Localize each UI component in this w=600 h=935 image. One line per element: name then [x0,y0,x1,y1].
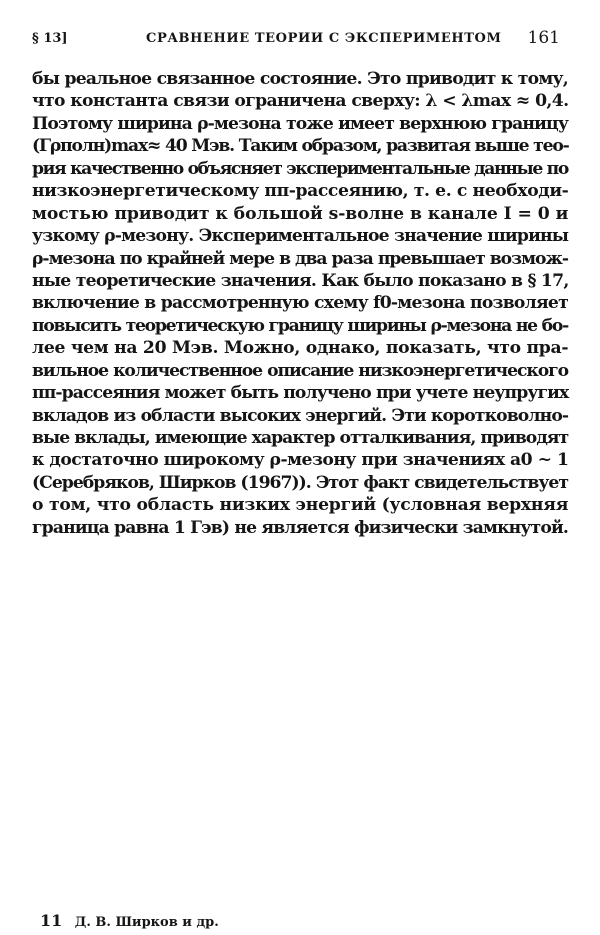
running-title: СРАВНЕНИЕ ТЕОРИИ С ЭКСПЕРИМЕНТОМ [146,31,502,46]
page-number: 161 [527,28,560,48]
text-line: что константа связи ограничена сверху: λ < λmax ≈ 0,4. [32,91,569,112]
section-reference: § 13] [32,31,68,46]
text-line: вкладов из области высоких энергий. Эти коротковолно- [32,405,569,426]
text-line: к достаточно широкому ρ-мезону при значениях a0 ~ 1 [32,450,569,471]
text-line: узкому ρ-мезону. Экспериментальное значение ширины [32,226,569,247]
signature-footer [40,911,219,930]
footer-author: Д. В. Ширков и др. [74,915,219,930]
text-line: вильное количественное описание низкоэнергетического [32,360,568,381]
text-line: (Серебряков, Ширков (1967)). Этот факт свидетельствует [32,472,568,493]
text-line: включение в рассмотренную схему f0-мезона позволяет [32,293,568,314]
signature-mark: 11 [40,911,63,930]
text-line: ρ-мезона по крайней мере в два раза превышает возмож- [32,248,568,269]
text-line: бы реальное связанное состояние. Это приводит к тому, [32,69,568,89]
text-line: ππ-рассеяния может быть получено при учете неупругих [32,383,569,404]
text-line: ные теоретические значения. Как было показано в § 17, [32,270,569,291]
text-line: (Γρполн)max≈ 40 Мэв. Таким образом, развитая выше тео- [32,136,569,157]
text-line: о том, что область низких энергий (условная верхняя [32,495,569,516]
text-line: повысить теоретическую границу ширины ρ-мезона не бо- [32,315,568,336]
text-line: лее чем на 20 Мэв. Можно, однако, показать, что пра- [32,338,569,359]
text-line: Поэтому ширина ρ-мезона тоже имеет верхнюю границу [32,113,568,134]
text-line: граница равна 1 Гэв) не является физически замкнутой. [32,517,568,538]
text-line: рия качественно объясняет экспериментальные данные по [32,158,568,179]
running-header [32,28,560,50]
body-text [32,68,568,539]
text-line: мостью приводит к большой s-волне в канале I = 0 и [32,203,569,224]
text-line: низкоэнергетическому ππ-рассеянию, т. е. с необходи- [32,181,569,202]
text-line: вые вклады, имеющие характер отталкивания, приводят [32,428,569,448]
